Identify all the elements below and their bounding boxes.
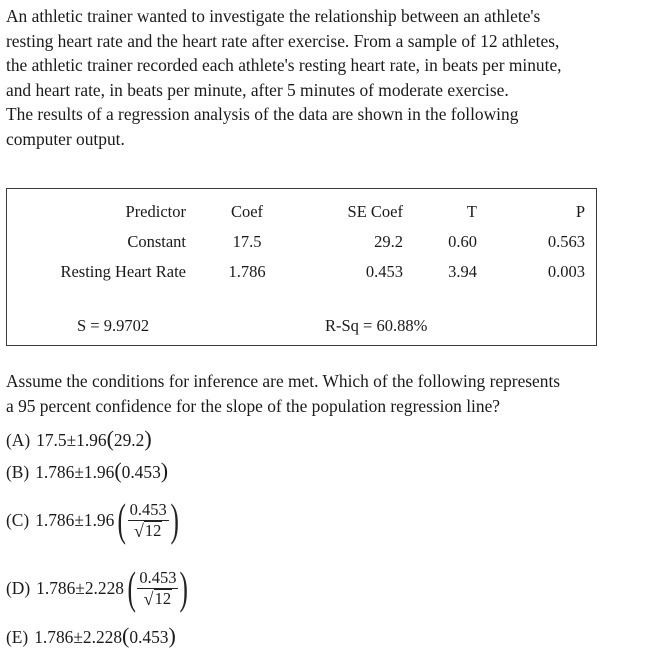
choice-estimate: 17.5 — [36, 429, 67, 450]
sqrt-radicand: 12 — [154, 589, 172, 608]
header-se-coef: SE Coef — [347, 202, 403, 221]
plus-minus-sign: ± — [75, 577, 85, 598]
choice-critical-value: 1.96 — [83, 509, 115, 530]
fraction-group — [114, 494, 182, 545]
choice-critical-value: 1.96 — [83, 461, 115, 482]
choice-standard-error: 29.2 — [113, 429, 145, 450]
fraction — [137, 568, 178, 608]
left-paren: ( — [114, 458, 122, 483]
choice-letter: (C) — [6, 509, 30, 530]
choice-letter: (D) — [6, 577, 31, 598]
square-root-icon: √ — [143, 589, 154, 609]
choice-critical-value: 2.228 — [82, 626, 123, 647]
right-paren: ) — [179, 562, 189, 613]
choice-e[interactable] — [6, 623, 176, 648]
choice-standard-error: 0.453 — [129, 626, 169, 647]
s-statistic: S = 9.9702 — [77, 316, 150, 335]
right-paren: ) — [144, 426, 152, 451]
row-constant-se-coef: 29.2 — [374, 232, 403, 251]
r-squared-statistic: R-Sq = 60.88% — [325, 316, 428, 335]
intro-line: An athletic trainer wanted to investigate the relationship between an athlete's — [6, 6, 541, 26]
question-line: Assume the conditions for inference are met. Which of the following represents — [6, 371, 561, 391]
row-constant-predictor: Constant — [127, 232, 186, 251]
fraction — [128, 500, 169, 540]
header-p: P — [575, 202, 585, 221]
left-paren: ( — [117, 494, 127, 545]
question-stem — [6, 369, 650, 419]
header-coef: Coef — [230, 202, 264, 221]
right-paren: ) — [170, 494, 179, 545]
header-t: T — [466, 202, 477, 221]
fraction-denominator — [144, 589, 172, 608]
intro-line: The results of a regression analysis of the data are shown in the following — [6, 104, 519, 124]
left-paren: ( — [127, 562, 136, 613]
choice-d[interactable] — [6, 562, 192, 613]
row-resting-t: 3.94 — [448, 262, 477, 281]
plus-minus-sign: ± — [66, 429, 77, 450]
right-paren: ) — [160, 458, 169, 483]
problem-intro — [6, 4, 650, 151]
choice-letter: (E) — [6, 626, 29, 647]
choice-b[interactable] — [6, 458, 169, 483]
choice-estimate: 1.786 — [36, 577, 76, 598]
intro-line: the athletic trainer recorded each athlete's resting heart rate, in beats per minute, — [6, 55, 562, 75]
choice-estimate: 1.786 — [34, 626, 74, 647]
intro-line: and heart rate, in beats per minute, after 5 minutes of moderate exercise. — [6, 79, 509, 100]
choice-critical-value: 2.228 — [84, 577, 124, 598]
choice-estimate: 1.786 — [35, 509, 75, 530]
left-paren: ( — [122, 623, 130, 648]
row-resting-se-coef: 0.453 — [365, 262, 403, 281]
fraction-numerator: 0.453 — [129, 500, 167, 519]
row-constant-t: 0.60 — [448, 232, 477, 251]
fraction-group — [124, 562, 192, 613]
row-resting-p: 0.003 — [547, 262, 585, 281]
choice-critical-value: 1.96 — [76, 429, 107, 450]
regression-output-box — [6, 188, 597, 346]
left-paren: ( — [106, 426, 114, 451]
fraction-denominator — [134, 521, 162, 540]
choice-letter: (B) — [6, 461, 30, 482]
right-paren: ) — [168, 623, 176, 648]
row-resting-predictor: Resting Heart Rate — [60, 262, 186, 281]
sqrt-radicand: 12 — [144, 521, 162, 540]
choice-letter: (A) — [6, 429, 31, 450]
row-constant-coef: 17.5 — [232, 232, 262, 251]
header-predictor: Predictor — [125, 202, 186, 221]
choice-standard-error: 0.453 — [121, 461, 161, 482]
intro-line: computer output. — [6, 128, 125, 149]
square-root-icon: √ — [134, 521, 144, 541]
intro-line: resting heart rate and the heart rate after exercise. From a sample of 12 athletes, — [6, 30, 560, 51]
question-line: a 95 percent confidence for the slope of the population regression line? — [6, 396, 501, 416]
choice-a[interactable] — [6, 426, 152, 451]
fraction-numerator: 0.453 — [139, 568, 177, 587]
plus-minus-sign: ± — [74, 509, 84, 530]
row-constant-p: 0.563 — [547, 232, 585, 251]
choice-estimate: 1.786 — [35, 461, 75, 482]
plus-minus-sign: ± — [73, 626, 83, 647]
plus-minus-sign: ± — [74, 461, 84, 482]
row-resting-coef: 1.786 — [228, 262, 266, 281]
choice-c[interactable] — [6, 494, 182, 545]
